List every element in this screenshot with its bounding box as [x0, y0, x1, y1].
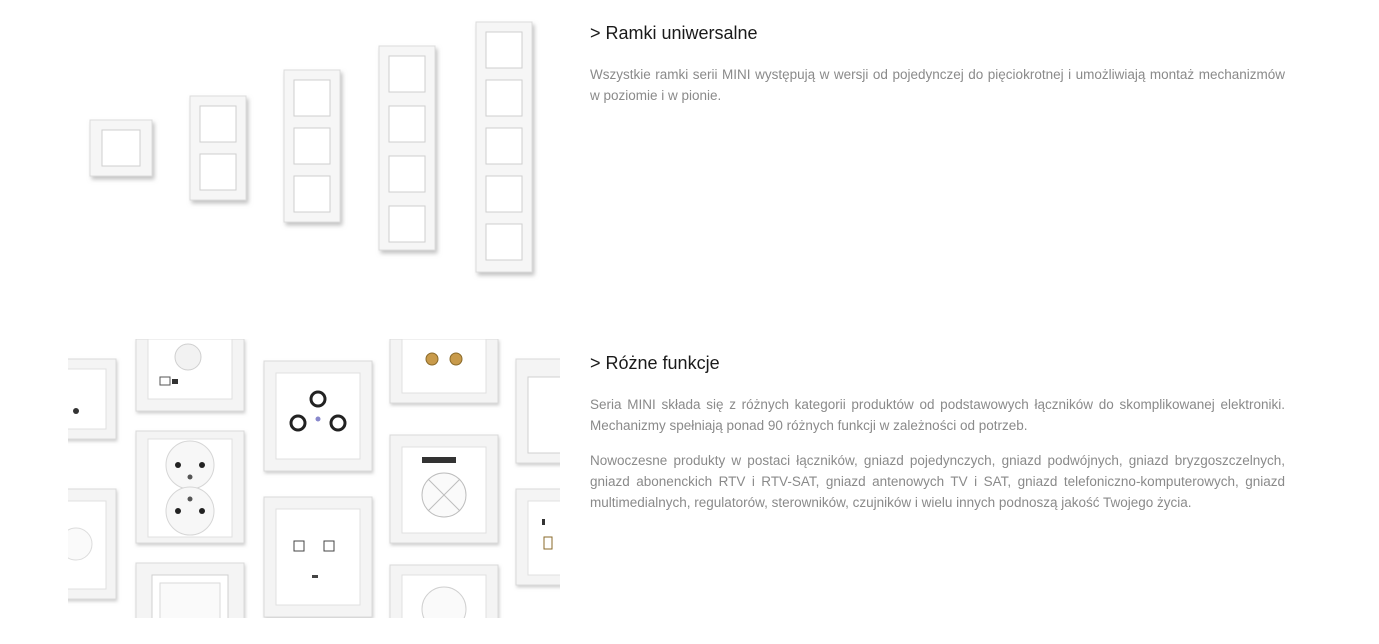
double-socket-icon: [136, 431, 244, 543]
section-paragraph: Seria MINI składa się z różnych kategorii produktów od podstawowych łączników do skomplikowanej elektroniki. Mechanizmy spełniają ponad 90 różnych funkcji w zależności od potrzeb.: [590, 397, 1285, 433]
usb-charger-icon: [516, 489, 560, 585]
splash-proof-socket-icon: [136, 563, 244, 618]
section-paragraph: Nowoczesne produkty w postaci łączników, gniazd pojedynczych, gniazd podwójnych, gniazd bryzgoszczelnych, gniazd abonenckich RTV i RTV-SAT, gniazd antenowych TV i SAT, gniazd telefoniczno-komputerowych, gniazd multimedialnych, regulatorów, sterowników, czujników i wielu innych podnoszą jakość Twojego życia.: [590, 453, 1285, 510]
antenna-socket-icon: [264, 361, 372, 471]
motion-sensor-icon: [136, 339, 244, 411]
single-frame: [90, 120, 152, 176]
dimmer-icon: [68, 489, 116, 599]
section-title: > Ramki uniwersalne: [590, 23, 758, 43]
speaker-socket-icon: [390, 339, 498, 403]
section-ramki-uniwersalne: [0, 0, 1379, 300]
blind-controller-icon: [390, 435, 498, 543]
devices-illustration: [68, 339, 560, 618]
frames-image: [80, 10, 550, 290]
section-title: > Różne funkcje: [590, 353, 720, 373]
triple-frame: [284, 70, 340, 222]
funkcje-text: [590, 352, 1285, 527]
section-rozne-funkcje: [0, 330, 1379, 630]
data-socket-icon: [264, 497, 372, 617]
quintuple-frame: [476, 22, 532, 272]
double-frame: [190, 96, 246, 200]
ramki-text: [590, 22, 1285, 120]
devices-collage-image: [68, 339, 560, 618]
rotary-dimmer-icon: [390, 565, 498, 618]
socket-icon: [68, 359, 116, 439]
section-paragraph: Wszystkie ramki serii MINI występują w wersji od pojedynczej do pięciokrotnej i umożliwiają montaż mechanizmów w poziomie i w pionie.: [590, 67, 1285, 103]
switch-icon: [516, 359, 560, 463]
quadruple-frame: [379, 46, 435, 250]
frames-illustration: [80, 10, 550, 290]
